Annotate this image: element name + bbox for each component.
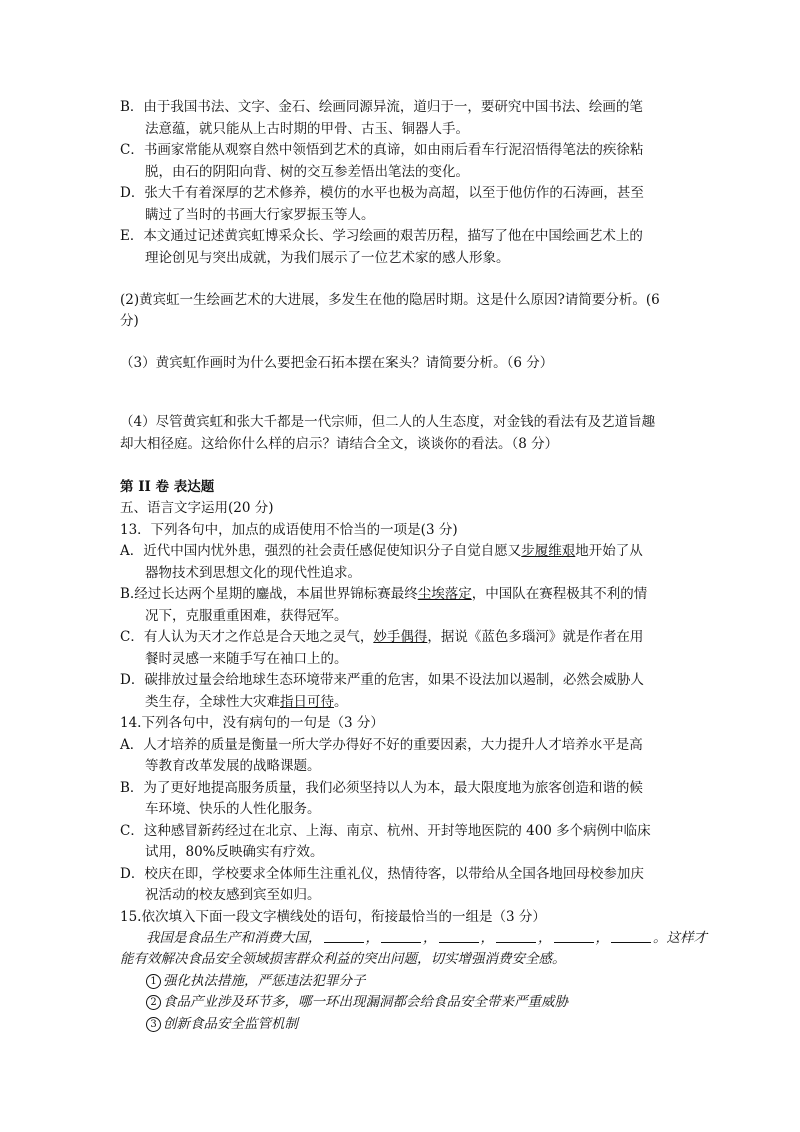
q13-c-idiom: 妙手偶得: [373, 629, 428, 645]
q15-blank-3[interactable]: [439, 928, 479, 943]
q13-c-pre: C．有人认为天才之作总是合天地之灵气，: [120, 629, 374, 645]
q13-d-pre: 类生存，全球性大灾难: [145, 694, 280, 710]
q13-a-post: 地开始了从: [575, 543, 643, 559]
q15-blank-5[interactable]: [554, 928, 594, 943]
option-e-line1: E．本文通过记述黄宾虹博采众长、学习绘画的艰苦历程，描写了他在中国绘画艺术上的: [120, 228, 643, 244]
option-e-line2: 理论创见与突出成就，为我们展示了一位艺术家的感人形象。: [145, 250, 510, 266]
circled-number-2: 2: [146, 995, 161, 1010]
q13-b-post: ，中国队在赛程极其不利的情: [471, 586, 648, 602]
circled-number-3: 3: [146, 1017, 161, 1032]
option-d-line1: D．张大千有着深厚的艺术修养，模仿的水平也极为高超，以至于他仿作的石涛画，甚至: [120, 185, 644, 201]
q13-d-post: 。: [334, 694, 348, 710]
q15-item-1: [146, 971, 366, 991]
q15-paragraph-line1: [146, 928, 707, 948]
question-15-stem: 15.依次填入下面一段文字横线处的语句，衔接最恰当的一组是（3 分）: [120, 909, 546, 925]
q15-paragraph-line2: 能有效解决食品安全领域损害群众利益的突出问题，切实增强消费安全感。: [120, 951, 566, 967]
q15-blank-2[interactable]: [381, 928, 421, 943]
question-4-line2: 却大相径庭。这给你什么样的启示？请结合全文，谈谈你的看法。（8 分）: [120, 436, 559, 452]
option-c-line1: C．书画家常能从观察自然中领悟到艺术的真谛，如由雨后看车行泥沼悟得笔法的疾徐粘: [120, 142, 644, 158]
q13-option-a-line2: 器物技术到思想文化的现代性追求。: [145, 565, 361, 581]
q15-sep-5: ，: [595, 930, 609, 946]
q13-a-pre: A．近代中国内忧外患，强烈的社会责任感促使知识分子自觉自愿又: [120, 543, 522, 559]
question-14-stem: 14.下列各句中，没有病句的一句是（3 分）: [120, 715, 384, 731]
q14-option-c-line2: 试用，80%反映确实有疗效。: [145, 844, 324, 860]
q13-option-c-line1: [120, 627, 643, 647]
q14-option-b-line2: 车环境、快乐的人性化服务。: [145, 801, 321, 817]
q14-option-d-line2: 祝活动的校友感到宾至如归。: [145, 887, 321, 903]
section-title: 第 II 卷 表达题: [120, 479, 215, 495]
q13-option-b-line2: 况下，克服重重困难，获得冠军。: [145, 608, 348, 624]
option-d-line2: 瞒过了当时的书画大行家罗振玉等人。: [145, 207, 375, 223]
option-c-line2: 脱，由石的阴阳向背、树的交互参差悟出笔法的变化。: [145, 164, 469, 180]
q13-a-idiom: 步履维艰: [521, 543, 576, 559]
q15-sep-1: ，: [365, 930, 379, 946]
q14-option-b-line1: B．为了更好地提高服务质量，我们必须坚持以人为本，最大限度地为旅客创造和谐的候: [120, 780, 643, 796]
q15-item-1-text: 强化执法措施，严惩违法犯罪分子: [163, 973, 366, 989]
q13-option-b-line1: [120, 584, 647, 604]
q15-blank-6[interactable]: [611, 928, 651, 943]
q14-option-c-line1: C．这种感冒新药经过在北京、上海、南京、杭州、开封等地医院的 400 多个病例中临床: [120, 823, 651, 839]
q13-d-idiom: 指日可待: [280, 694, 334, 710]
q15-sep-4: ，: [538, 930, 552, 946]
q13-b-pre: B.经过长达两个星期的鏖战，本届世界锦标赛最终: [120, 586, 418, 602]
q15-sep-3: ，: [480, 930, 494, 946]
q13-option-d-line1: D．碳排放过量会给地球生态环境带来严重的危害，如果不设法加以遏制，必然会威胁人: [120, 672, 644, 688]
q14-option-d-line1: D．校庆在即，学校要求全体师生注重礼仪，热情待客，以带给从全国各地回母校参加庆: [120, 866, 644, 882]
question-2-line1: (2)黄宾虹一生绘画艺术的大进展，多发生在他的隐居时期。这是什么原因?请简要分析。(6: [120, 292, 660, 308]
circled-number-1: 1: [146, 974, 161, 989]
q13-option-a-line1: [120, 541, 643, 561]
q15-item-3-text: 创新食品安全监管机制: [163, 1016, 298, 1032]
option-b-line2: 法意蕴，就只能从上古时期的甲骨、古玉、铜器人手。: [145, 121, 469, 137]
q14-option-a-line1: A．人才培养的质量是衡量一所大学办得好不好的重要因素，大力提升人才培养水平是高: [120, 737, 643, 753]
q15-blank-4[interactable]: [496, 928, 536, 943]
q13-option-d-line2: [145, 692, 348, 712]
q14-option-a-line2: 等教育改革发展的战略课题。: [145, 758, 321, 774]
question-13-stem: 13．下列各句中，加点的成语使用不恰当的一项是(3 分): [120, 522, 458, 538]
section-5-heading: 五、语言文字运用(20 分): [120, 500, 274, 516]
q13-b-idiom: 尘埃落定: [417, 586, 472, 602]
q15-item-2-text: 食品产业涉及环节多，哪一环出现漏洞都会给食品安全带来严重威胁: [163, 994, 568, 1010]
question-4-line1: （4）尽管黄宾虹和张大千都是一代宗师，但二人的人生态度，对金钱的看法有及艺道旨趣: [120, 414, 656, 430]
option-b-line1: B．由于我国书法、文字、金石、绘画同源异流，道归于一，要研究中国书法、绘画的笔: [120, 99, 643, 115]
q13-c-post: ，据说《蓝色多瑙河》就是作者在用: [427, 629, 644, 645]
question-2-line2: 分): [120, 313, 139, 329]
q15-para-end: 。这样才: [653, 930, 707, 946]
q15-sep-2: ，: [423, 930, 437, 946]
q15-para-pre: 我国是食品生产和消费大国，: [146, 930, 322, 946]
q15-item-3: [146, 1014, 298, 1034]
question-3: （3）黄宾虹作画时为什么要把金石拓本摆在案头？请简要分析。（6 分）: [120, 355, 554, 371]
q15-blank-1[interactable]: [324, 928, 364, 943]
q13-option-c-line2: 餐时灵感一来随手写在袖口上的。: [145, 651, 348, 667]
q15-item-2: [146, 992, 568, 1012]
